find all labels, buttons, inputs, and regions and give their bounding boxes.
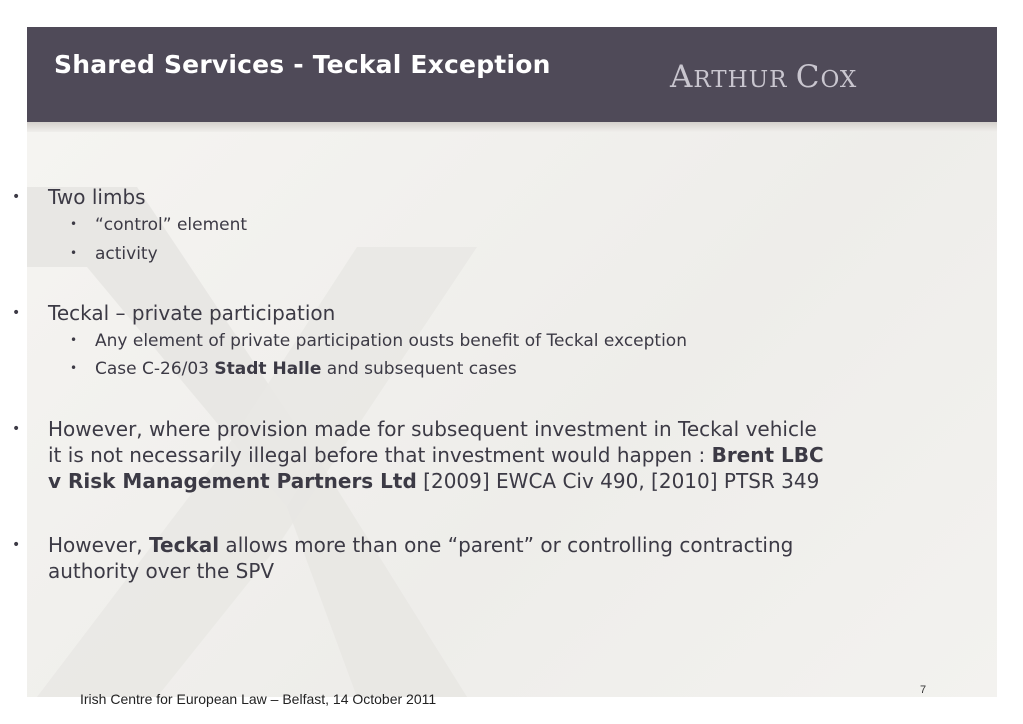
sub-bullet-stadt-halle [70, 358, 517, 380]
bullet-text: Two limbs [48, 185, 146, 209]
bullet-line [48, 532, 928, 558]
bullet-two-limbs [12, 184, 928, 210]
bullet-line: However, where provision made for subsequent investment in Teckal vehicle [48, 417, 817, 441]
bullet-dot: • [70, 361, 78, 375]
bullet-dot: • [12, 305, 21, 321]
sub-bullet-text: activity [95, 244, 158, 264]
citation: [2009] EWCA Civ 490, [2010] PTSR 349 [416, 469, 820, 493]
bullet-parent [12, 532, 928, 584]
bullet-private-participation [12, 300, 928, 326]
bullet-investment [12, 416, 928, 494]
case-name-risk-management: v Risk Management Partners Ltd [48, 469, 417, 493]
sub-bullet-text: “control” element [95, 215, 248, 235]
sub-bullet-control [70, 214, 248, 236]
sub-bullet-any-element [70, 330, 687, 352]
bullet-line [48, 468, 928, 494]
bullet-text: However, [48, 533, 150, 557]
sub-bullet-text: Any element of private participation ousts benefit of Teckal exception [95, 331, 687, 351]
bullet-line: authority over the SPV [48, 559, 275, 583]
bullet-dot: • [12, 421, 21, 437]
case-name-stadt-halle: Stadt Halle [214, 359, 322, 379]
sub-bullet-activity [70, 243, 158, 265]
bullet-line [48, 442, 928, 468]
case-name-brent: Brent LBC [711, 443, 824, 467]
page-title: Shared Services - Teckal Exception [54, 50, 551, 79]
bullet-dot: • [12, 537, 21, 553]
case-suffix: and subsequent cases [321, 359, 517, 379]
page-number: 7 [920, 684, 927, 696]
arthur-cox-logo: ARTHUR COX [670, 59, 858, 95]
bullet-dot: • [70, 217, 78, 231]
bullet-text: allows more than one “parent” or controlling contracting [219, 533, 794, 557]
bullet-dot: • [12, 189, 21, 205]
bullet-text: Teckal – private participation [48, 301, 336, 325]
teckal-bold: Teckal [149, 533, 220, 557]
bullet-text: it is not necessarily illegal before that investment would happen : [48, 443, 712, 467]
bullet-dot: • [70, 246, 78, 260]
footer-text: Irish Centre for European Law – Belfast, 14 October 2011 [80, 691, 437, 707]
bullet-dot: • [70, 333, 78, 347]
case-prefix: Case C-26/03 [95, 359, 215, 379]
